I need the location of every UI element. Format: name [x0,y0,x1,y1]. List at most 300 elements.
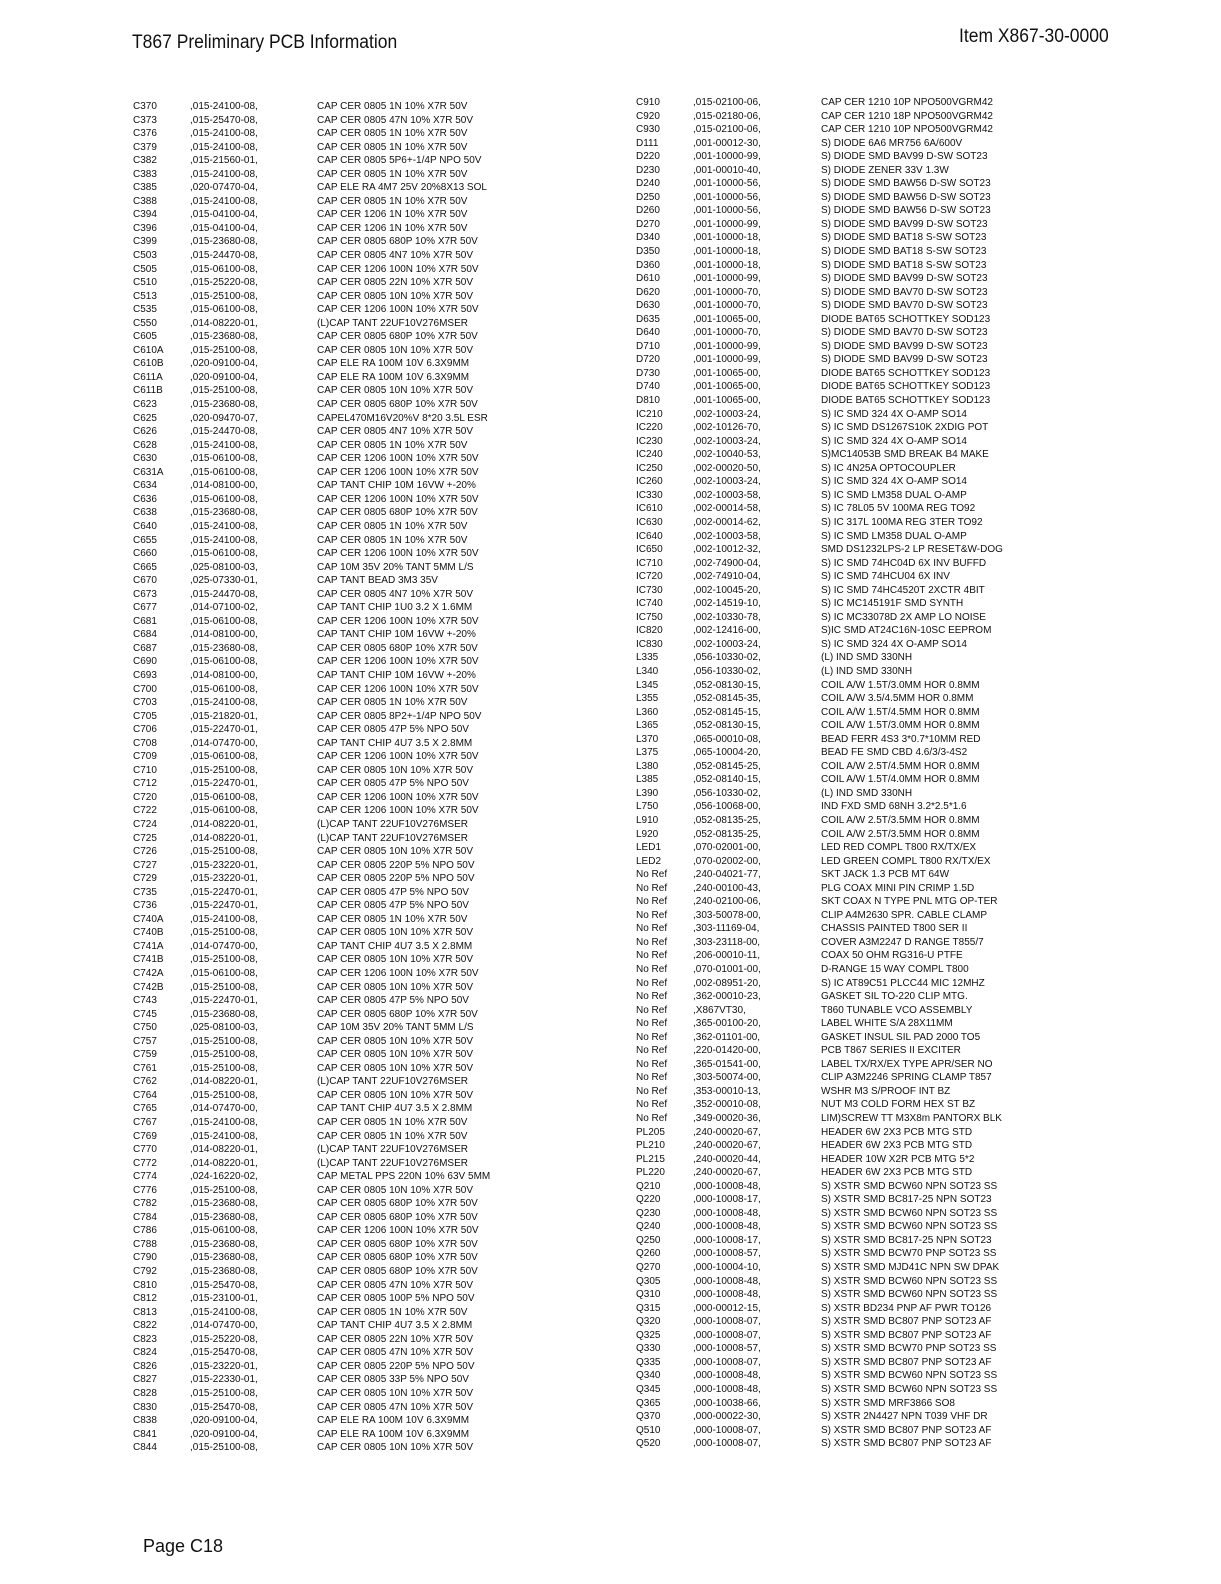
part-number: ,000-10008-57, [693,1343,761,1355]
part-reference: L375 [636,747,659,759]
parts-list-left [133,100,553,1455]
list-item [133,981,553,995]
list-item [133,168,553,182]
part-description: CAP TANT CHIP 4U7 3.5 X 2.8MM [317,1103,473,1115]
part-number: ,001-10000-56, [693,205,761,217]
part-number: ,014-08220-01, [190,1076,258,1088]
part-number: ,015-23680-08, [190,1198,258,1210]
part-number: ,220-01420-00, [693,1045,761,1057]
part-reference: C636 [133,493,157,505]
part-number: ,015-25100-08, [190,1089,258,1101]
part-number: ,015-24100-08, [190,439,258,451]
part-number: ,002-14519-10, [693,598,761,610]
list-item [133,357,553,371]
list-item [636,530,1066,544]
part-description: COIL A/W 2.5T/3.5MM HOR 0.8MM [821,814,980,826]
part-description: CAP CER 1206 100N 10% X7R 50V [317,493,479,505]
list-item [636,380,1066,394]
list-item [133,899,553,913]
part-reference: C660 [133,548,157,560]
list-item [636,1031,1066,1045]
part-description: CAP CER 0805 10N 10% X7R 50V [317,846,474,858]
list-item [133,1184,553,1198]
part-description: S) XSTR SMD BCW60 NPN SOT23 SS [821,1275,998,1287]
part-reference: C790 [133,1252,157,1264]
list-item [133,750,553,764]
part-number: ,015-24100-08, [190,1117,258,1129]
part-reference: C822 [133,1320,157,1332]
part-description: T860 TUNABLE VCO ASSEMBLY [821,1004,973,1016]
part-reference: C741B [133,954,164,966]
part-reference: C722 [133,805,157,817]
part-reference: C725 [133,832,157,844]
list-item [133,141,553,155]
part-reference: Q365 [636,1397,661,1409]
part-reference: C782 [133,1198,157,1210]
part-description: (L)CAP TANT 22UF10V276MSER [317,818,468,830]
part-reference: C385 [133,182,157,194]
list-item [636,977,1066,991]
part-number: ,015-06100-08, [190,656,258,668]
part-reference: Q250 [636,1234,661,1246]
part-number: ,352-00010-08, [693,1099,761,1111]
list-item [133,371,553,385]
part-description: S) DIODE ZENER 33V 1.3W [821,164,949,176]
list-item [133,479,553,493]
list-item [636,1356,1066,1370]
item-number: Item X867-30-0000 [959,26,1109,47]
part-description: S) XSTR SMD BCW60 NPN SOT23 SS [821,1221,998,1233]
part-description: CAP CER 0805 220P 5% NPO 50V [317,873,475,885]
list-item [636,1315,1066,1329]
part-reference: C677 [133,602,157,614]
part-number: ,015-25100-08, [190,1049,258,1061]
part-reference: C740B [133,927,164,939]
list-item [636,557,1066,571]
part-number: ,353-00010-13, [693,1085,761,1097]
part-description: S) DIODE SMD BAV99 D-SW SOT23 [821,218,988,230]
part-description: CAP CER 0805 10N 10% X7R 50V [317,764,474,776]
part-reference: C736 [133,900,157,912]
list-item [133,818,553,832]
part-description: S) IC SMD 74HC04D 6X INV BUFFD [821,557,987,569]
list-item [636,462,1066,476]
part-description: S) DIODE SMD BAV99 D-SW SOT23 [821,273,988,285]
list-item [636,137,1066,151]
part-number: ,015-23680-08, [190,642,258,654]
list-item [133,1373,553,1387]
part-reference: Q270 [636,1262,661,1274]
part-description: S) IC SMD 74HCU04 6X INV [821,571,950,583]
part-number: ,240-00020-67, [693,1140,761,1152]
part-number: ,001-10000-56, [693,178,761,190]
part-description: COIL A/W 1.5T/3.0MM HOR 0.8MM [821,720,980,732]
part-description: CAP CER 0805 1N 10% X7R 50V [317,128,468,140]
part-description: GASKET SIL TO-220 CLIP MTG. [821,991,968,1003]
part-reference: C640 [133,520,157,532]
list-item [133,1441,553,1455]
part-reference: IC830 [636,638,663,650]
part-description: S) IC SMD LM358 DUAL O-AMP [821,489,967,501]
part-number: ,015-06100-08, [190,493,258,505]
part-number: ,001-10000-99, [693,340,761,352]
part-reference: L750 [636,801,659,813]
part-reference: D740 [636,381,660,393]
part-reference: C623 [133,399,157,411]
part-number: ,015-21820-01, [190,710,258,722]
part-reference: C841 [133,1428,157,1440]
part-number: ,015-25100-08, [190,954,258,966]
list-item [133,1130,553,1144]
part-reference: L360 [636,706,659,718]
list-item [133,1292,553,1306]
part-reference: D240 [636,178,660,190]
part-description: S) IC SMD 324 4X O-AMP SO14 [821,435,967,447]
page-number: Page C18 [143,1536,224,1556]
page-title: T867 Preliminary PCB Information [132,32,398,53]
list-item [133,1346,553,1360]
list-item [636,204,1066,218]
list-item [636,841,1066,855]
list-item [636,1220,1066,1234]
part-reference: C708 [133,737,157,749]
part-reference: C724 [133,818,157,830]
part-description: CAP CER 0805 1N 10% X7R 50V [317,195,468,207]
part-description: CAP CER 0805 33P 5% NPO 50V [317,1374,469,1386]
part-number: ,070-01001-00, [693,964,761,975]
part-reference: D220 [636,151,660,163]
list-item [636,746,1066,760]
part-description: CAP CER 0805 47P 5% NPO 50V [317,778,469,790]
part-reference: Q210 [636,1180,661,1192]
part-reference: D720 [636,354,660,366]
list-item [636,936,1066,950]
part-description: (L)CAP TANT 22UF10V276MSER [317,317,468,329]
list-item [636,1342,1066,1356]
part-reference: C729 [133,873,157,885]
list-item [636,299,1066,313]
part-reference: C673 [133,588,157,600]
part-description: CAP CER 1206 1N 10% X7R 50V [317,222,468,234]
part-reference: C610B [133,358,164,370]
part-number: ,001-10000-70, [693,327,761,339]
part-description: CAP CER 0805 680P 10% X7R 50V [317,1266,478,1278]
part-number: ,020-09470-07, [190,412,258,424]
part-reference: C388 [133,195,157,207]
part-description: CAP ELE RA 100M 10V 6.3X9MM [317,358,470,370]
part-number: ,014-08220-01, [190,818,258,830]
part-description: DIODE BAT65 SCHOTTKEY SOD123 [821,367,991,379]
part-number: ,015-25100-08, [190,385,258,397]
part-reference: Q240 [636,1221,661,1233]
part-description: CAP CER 0805 680P 10% X7R 50V [317,507,478,519]
part-number: ,015-24100-08, [190,195,258,207]
list-item [133,669,553,683]
list-item [636,1302,1066,1316]
list-item [636,123,1066,137]
list-item [133,506,553,520]
list-item [133,1265,553,1279]
list-item [133,561,553,575]
part-reference: IC720 [636,571,663,583]
part-number: ,000-10008-17, [693,1234,761,1246]
list-item [636,814,1066,828]
list-item [133,886,553,900]
part-description: CAP CER 0805 47N 10% X7R 50V [317,1401,474,1413]
part-description: CAP CER 0805 47N 10% X7R 50V [317,1279,474,1291]
part-number: ,014-07470-00, [190,1103,258,1115]
part-number: ,020-09100-04, [190,1415,258,1427]
list-item [133,1211,553,1225]
part-description: S) IC SMD 324 4X O-AMP SO14 [821,638,967,650]
part-reference: D640 [636,327,660,339]
part-description: S) IC MC33078D 2X AMP LO NOISE [821,611,986,623]
list-item [133,574,553,588]
list-item [133,1143,553,1157]
part-reference: L345 [636,679,659,691]
list-item [636,963,1066,977]
part-reference: No Ref [636,1085,668,1097]
part-number: ,002-10003-58, [693,489,761,501]
part-number: ,303-11169-04, [693,923,760,935]
list-item [636,1017,1066,1031]
part-number: ,015-25100-08, [190,981,258,993]
part-reference: C383 [133,168,157,180]
part-description: S) IC MC145191F SMD SYNTH [821,598,964,610]
part-reference: No Ref [636,1004,668,1016]
list-item [636,408,1066,422]
part-description: CAP CER 1206 100N 10% X7R 50V [317,615,479,627]
part-reference: Q340 [636,1370,661,1382]
part-description: S) DIODE SMD BAW56 D-SW SOT23 [821,178,991,190]
part-description: CAP 10M 35V 20% TANT 5MM L/S [317,1022,474,1034]
part-number: ,015-22470-01, [190,995,258,1007]
part-description: CAP CER 0805 4N7 10% X7R 50V [317,588,474,600]
part-number: ,015-23100-01, [190,1293,258,1305]
part-description: CAP CER 0805 680P 10% X7R 50V [317,236,478,248]
part-number: ,015-24100-08, [190,1130,258,1142]
part-reference: No Ref [636,1099,668,1111]
part-reference: L355 [636,693,659,705]
part-description: S)MC14053B SMD BREAK B4 MAKE [821,449,989,461]
list-item [133,344,553,358]
part-reference: C772 [133,1157,157,1169]
list-item [133,276,553,290]
part-reference: C776 [133,1184,157,1196]
list-item [636,624,1066,638]
part-number: ,014-08220-01, [190,1157,258,1169]
part-reference: C709 [133,751,157,763]
list-item [636,597,1066,611]
part-description: GASKET INSUL SIL PAD 2000 TO5 [821,1031,981,1043]
part-description: CAP CER 0805 1N 10% X7R 50V [317,534,468,546]
part-description: COIL A/W 3.5/4.5MM HOR 0.8MM [821,693,974,705]
part-number: ,001-10065-00, [693,395,761,407]
part-number: ,015-25100-08, [190,1387,258,1399]
part-reference: C741A [133,940,164,952]
part-reference: L910 [636,814,659,826]
part-number: ,000-10008-17, [693,1194,761,1206]
part-reference: C742A [133,968,164,979]
part-description: S) IC SMD 74HC4520T 2XCTR 4BIT [821,584,985,596]
part-description: CAP CER 0805 10N 10% X7R 50V [317,290,474,302]
part-number: ,065-10004-20, [693,747,761,759]
part-description: CAP CER 1206 100N 10% X7R 50V [317,304,479,316]
list-item [636,570,1066,584]
part-number: ,015-24100-08, [190,913,258,925]
part-reference: LED2 [636,855,662,867]
part-number: ,000-10008-48, [693,1180,761,1192]
part-reference: C823 [133,1333,157,1345]
part-reference: C706 [133,724,157,736]
part-description: LABEL WHITE S/A 28X11MM [821,1018,953,1030]
list-item [133,832,553,846]
part-number: ,015-23680-08, [190,399,258,411]
list-item [636,218,1066,232]
part-number: ,052-08145-25, [693,760,761,772]
part-description: CAP CER 0805 5P6+-1/4P NPO 50V [317,155,482,167]
part-reference: C757 [133,1035,157,1047]
part-description: CAP CER 1206 100N 10% X7R 50V [317,656,479,668]
part-number: ,000-10008-48, [693,1289,761,1301]
part-number: ,001-10000-99, [693,151,761,163]
part-description: CAP CER 0805 1N 10% X7R 50V [317,1117,468,1129]
part-description: CAP CER 0805 47N 10% X7R 50V [317,1347,474,1359]
part-number: ,014-08100-00, [190,629,258,641]
part-number: ,020-09100-04, [190,1428,258,1440]
part-number: ,015-22470-01, [190,778,258,790]
part-description: CAP CER 1206 100N 10% X7R 50V [317,548,479,560]
part-number: ,015-22330-01, [190,1374,258,1386]
part-number: ,015-23220-01, [190,873,258,885]
part-description: CAP CER 1206 100N 10% X7R 50V [317,968,479,979]
part-description: CAP CER 0805 10N 10% X7R 50V [317,1035,474,1047]
list-item [133,412,553,426]
part-description: SMD DS1232LPS-2 LP RESET&W-DOG [821,544,1003,556]
part-number: ,000-10008-48, [693,1275,761,1287]
list-item [133,303,553,317]
list-item [133,534,553,548]
list-item [133,683,553,697]
part-description: COIL A/W 1.5T/4.5MM HOR 0.8MM [821,706,980,718]
part-description: S) XSTR SMD MJD41C NPN SW DPAK [821,1262,1000,1274]
list-item [636,909,1066,923]
list-item [636,340,1066,354]
part-description: S) XSTR 2N4427 NPN T039 VHF DR [821,1411,988,1423]
list-item [133,1116,553,1130]
list-item [133,1428,553,1442]
list-item [133,127,553,141]
list-item [133,1021,553,1035]
list-item [636,475,1066,489]
part-description: CAP CER 0805 10N 10% X7R 50V [317,1089,474,1101]
part-reference: IC710 [636,557,663,569]
part-number: ,015-06100-08, [190,263,258,275]
list-item [133,953,553,967]
part-reference: C505 [133,263,157,275]
part-reference: D620 [636,286,660,298]
part-number: ,240-00020-67, [693,1126,761,1138]
part-reference: Q345 [636,1383,661,1395]
part-description: CAP CER 1206 1N 10% X7R 50V [317,209,468,221]
part-reference: Q315 [636,1302,661,1314]
part-number: ,015-25220-08, [190,277,258,289]
part-reference: D810 [636,395,660,407]
part-number: ,015-25220-08, [190,1333,258,1345]
list-item [636,96,1066,110]
part-number: ,002-10003-24, [693,408,761,420]
part-reference: C611B [133,385,163,397]
list-item [133,872,553,886]
part-number: ,025-08100-03, [190,561,258,573]
part-reference: PL220 [636,1167,665,1179]
part-reference: C727 [133,859,157,871]
part-description: S) IC 4N25A OPTOCOUPLER [821,462,956,474]
part-description: CAP ELE RA 100M 10V 6.3X9MM [317,1428,470,1440]
list-item [133,317,553,331]
part-number: ,056-10330-02, [693,787,761,799]
list-item [636,733,1066,747]
part-number: ,052-08130-15, [693,720,761,732]
part-description: DIODE BAT65 SCHOTTKEY SOD123 [821,381,991,393]
part-number: ,015-24100-08, [190,534,258,546]
part-description: S) XSTR SMD BCW60 NPN SOT23 SS [821,1383,998,1395]
part-number: ,015-23680-08, [190,1238,258,1250]
part-reference: C810 [133,1279,157,1291]
part-description: CAP TANT CHIP 10M 16VW +-20% [317,629,476,641]
part-description: CAP CER 0805 47P 5% NPO 50V [317,886,469,898]
part-description: CAP CER 0805 10N 10% X7R 50V [317,1062,474,1074]
part-reference: C373 [133,114,157,126]
list-item [636,1112,1066,1126]
part-description: BEAD FE SMD CBD 4.6/3/3-4S2 [821,747,968,759]
part-description: CAP ELE RA 4M7 25V 20%8X13 SOL [317,182,487,194]
part-description: S) DIODE SMD BAW56 D-SW SOT23 [821,191,991,203]
part-description: CAP CER 1206 100N 10% X7R 50V [317,751,479,763]
part-description: CAP CER 0805 10N 10% X7R 50V [317,954,474,966]
list-item [133,1035,553,1049]
part-description: S) XSTR SMD BC817-25 NPN SOT23 [821,1194,992,1206]
list-item [636,516,1066,530]
part-reference: IC750 [636,611,663,623]
part-reference: IC640 [636,530,663,542]
part-reference: C684 [133,629,157,641]
part-number: ,015-06100-08, [190,466,258,478]
part-description: CAP CER 0805 1N 10% X7R 50V [317,141,468,153]
part-description: S) XSTR SMD BC807 PNP SOT23 AF [821,1329,992,1341]
list-item [636,1383,1066,1397]
part-number: ,015-06100-08, [190,683,258,695]
part-reference: D270 [636,218,660,230]
part-reference: L390 [636,787,659,799]
list-item [133,723,553,737]
list-item [636,1098,1066,1112]
part-description: CAP CER 0805 220P 5% NPO 50V [317,859,475,871]
part-number: ,000-10038-66, [693,1397,761,1409]
part-reference: Q370 [636,1411,661,1423]
part-description: IND FXD SMD 68NH 3.2*2.5*1.6 [821,801,967,813]
part-description: CAP CER 0805 10N 10% X7R 50V [317,1442,474,1454]
part-number: ,020-09100-04, [190,371,258,383]
part-number: ,015-24100-08, [190,101,258,112]
part-number: ,015-23680-08, [190,236,258,248]
part-number: ,002-10012-32, [693,544,761,556]
part-description: CAP CER 0805 1N 10% X7R 50V [317,913,468,925]
list-item [133,655,553,669]
list-item [133,1279,553,1293]
part-reference: C626 [133,426,157,438]
part-description: CAP CER 1206 100N 10% X7R 50V [317,466,479,478]
